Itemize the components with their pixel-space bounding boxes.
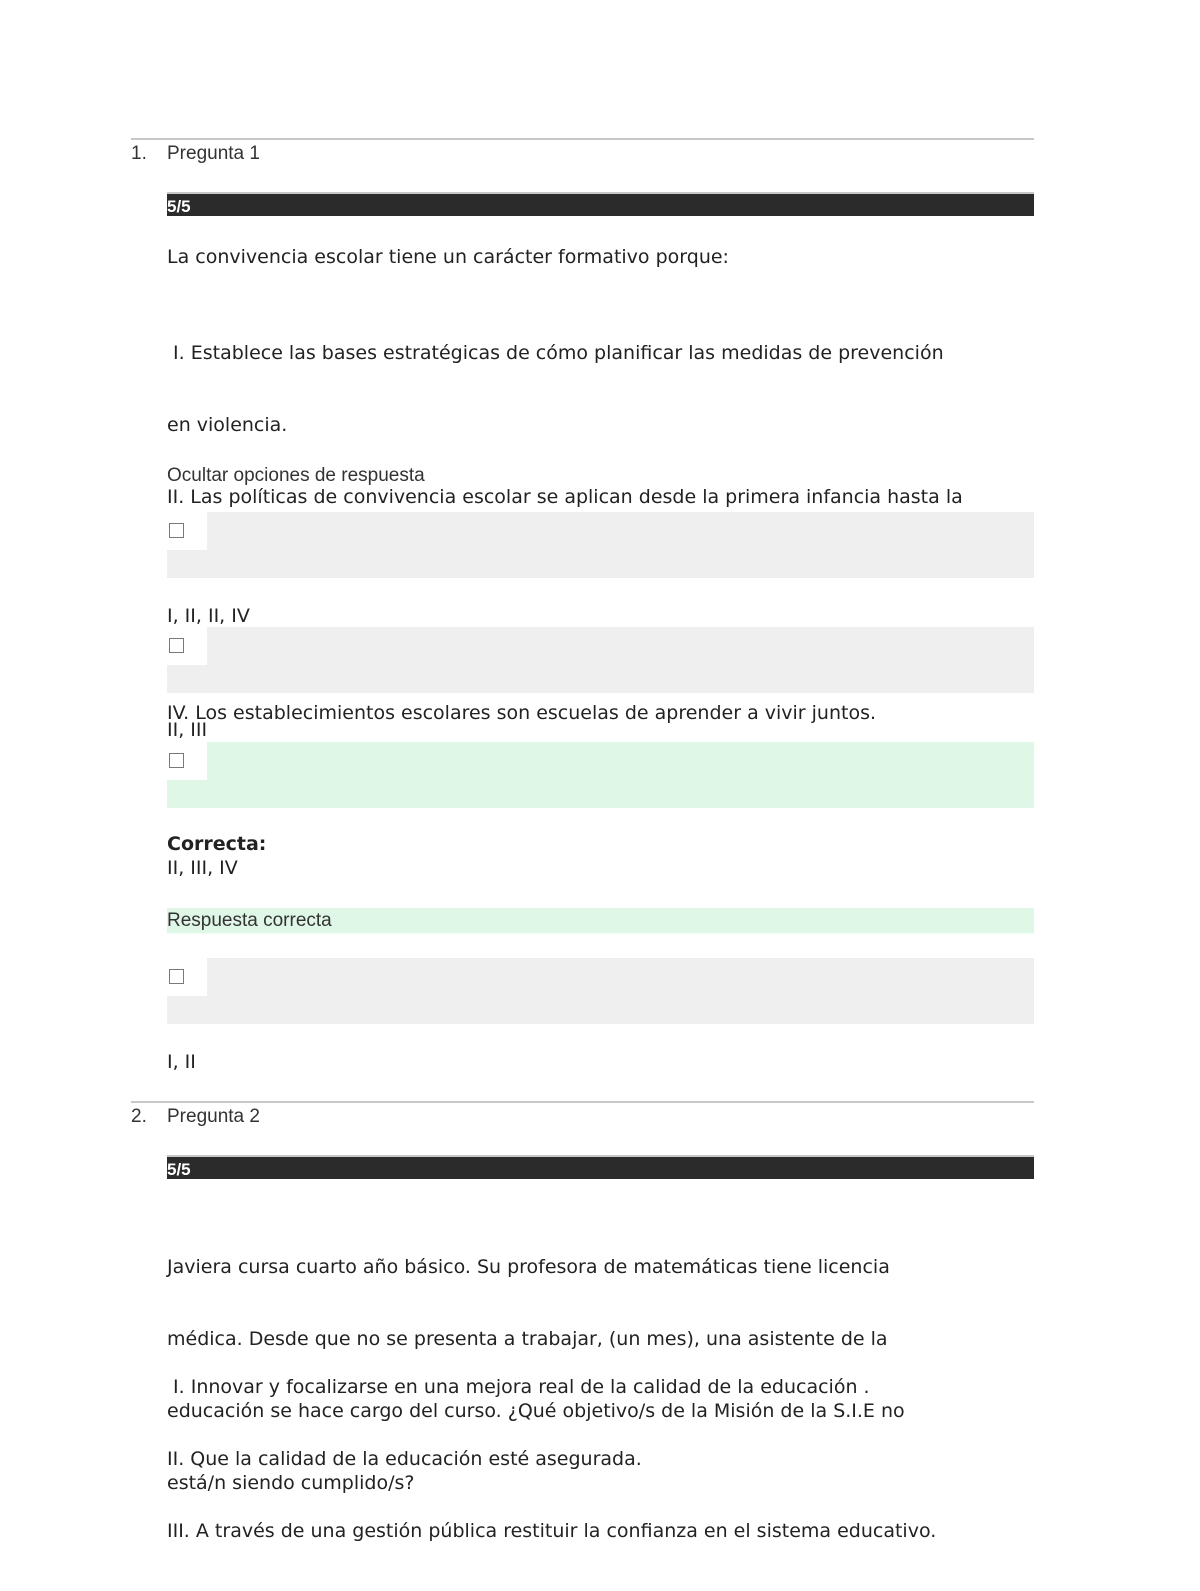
question-number: 1. [131, 143, 147, 164]
answer-option[interactable] [167, 627, 1034, 693]
answer-option-label: I, II, II, IV [167, 605, 250, 627]
answer-option-label: II, III, IV [167, 857, 238, 879]
answer-option[interactable] [167, 958, 1034, 1024]
checkbox[interactable] [169, 753, 184, 768]
statement-line: I. Innovar y focalizarse en una mejora real de la calidad de la educación . [167, 1376, 870, 1398]
question-prompt: La convivencia escolar tiene un carácter formativo porque: [167, 246, 729, 268]
prompt-line: educación se hace cargo del curso. ¿Qué objetivo/s de la Misión de la S.I.E no [167, 1400, 905, 1422]
checkbox[interactable] [169, 523, 184, 538]
answer-option-label: II, III [167, 719, 208, 741]
question-number: 2. [131, 1106, 147, 1127]
answer-option-correct[interactable] [167, 742, 1034, 808]
checkbox[interactable] [169, 638, 184, 653]
checkbox[interactable] [169, 969, 184, 984]
question-divider [131, 138, 1034, 140]
prompt-line: médica. Desde que no se presenta a trabajar, (un mes), una asistente de la [167, 1328, 888, 1350]
statement-line: III. A través de una gestión pública restituir la confianza en el sistema educativo. [167, 1520, 937, 1542]
statement-line: II. Que la calidad de la educación esté asegurada. [167, 1448, 642, 1470]
correct-tag: Correcta: [167, 833, 267, 855]
answer-option[interactable] [167, 512, 1034, 578]
question-title: Pregunta 1 [167, 143, 260, 164]
answer-option-label: I, II [167, 1051, 196, 1073]
score-bar: 5/5 [167, 192, 1034, 216]
prompt-line: Javiera cursa cuarto año básico. Su profesora de matemáticas tiene licencia [167, 1256, 890, 1278]
question-divider [131, 1101, 1034, 1103]
statement-line: en violencia. [167, 414, 288, 436]
statement-line: I. Establece las bases estratégicas de cómo planificar las medidas de prevención [167, 342, 944, 364]
hide-options-toggle[interactable]: Ocultar opciones de respuesta [167, 465, 425, 486]
question-title: Pregunta 2 [167, 1106, 260, 1127]
prompt-line: está/n siendo cumplido/s? [167, 1472, 415, 1494]
statement-line: IV. Los establecimientos escolares son escuelas de aprender a vivir juntos. [167, 702, 877, 724]
answer-feedback: Respuesta correcta [167, 908, 1034, 933]
score-bar: 5/5 [167, 1155, 1034, 1179]
question-statements [167, 1327, 1037, 1591]
statement-line: II. Las políticas de convivencia escolar se aplican desde la primera infancia hasta la [167, 486, 963, 508]
